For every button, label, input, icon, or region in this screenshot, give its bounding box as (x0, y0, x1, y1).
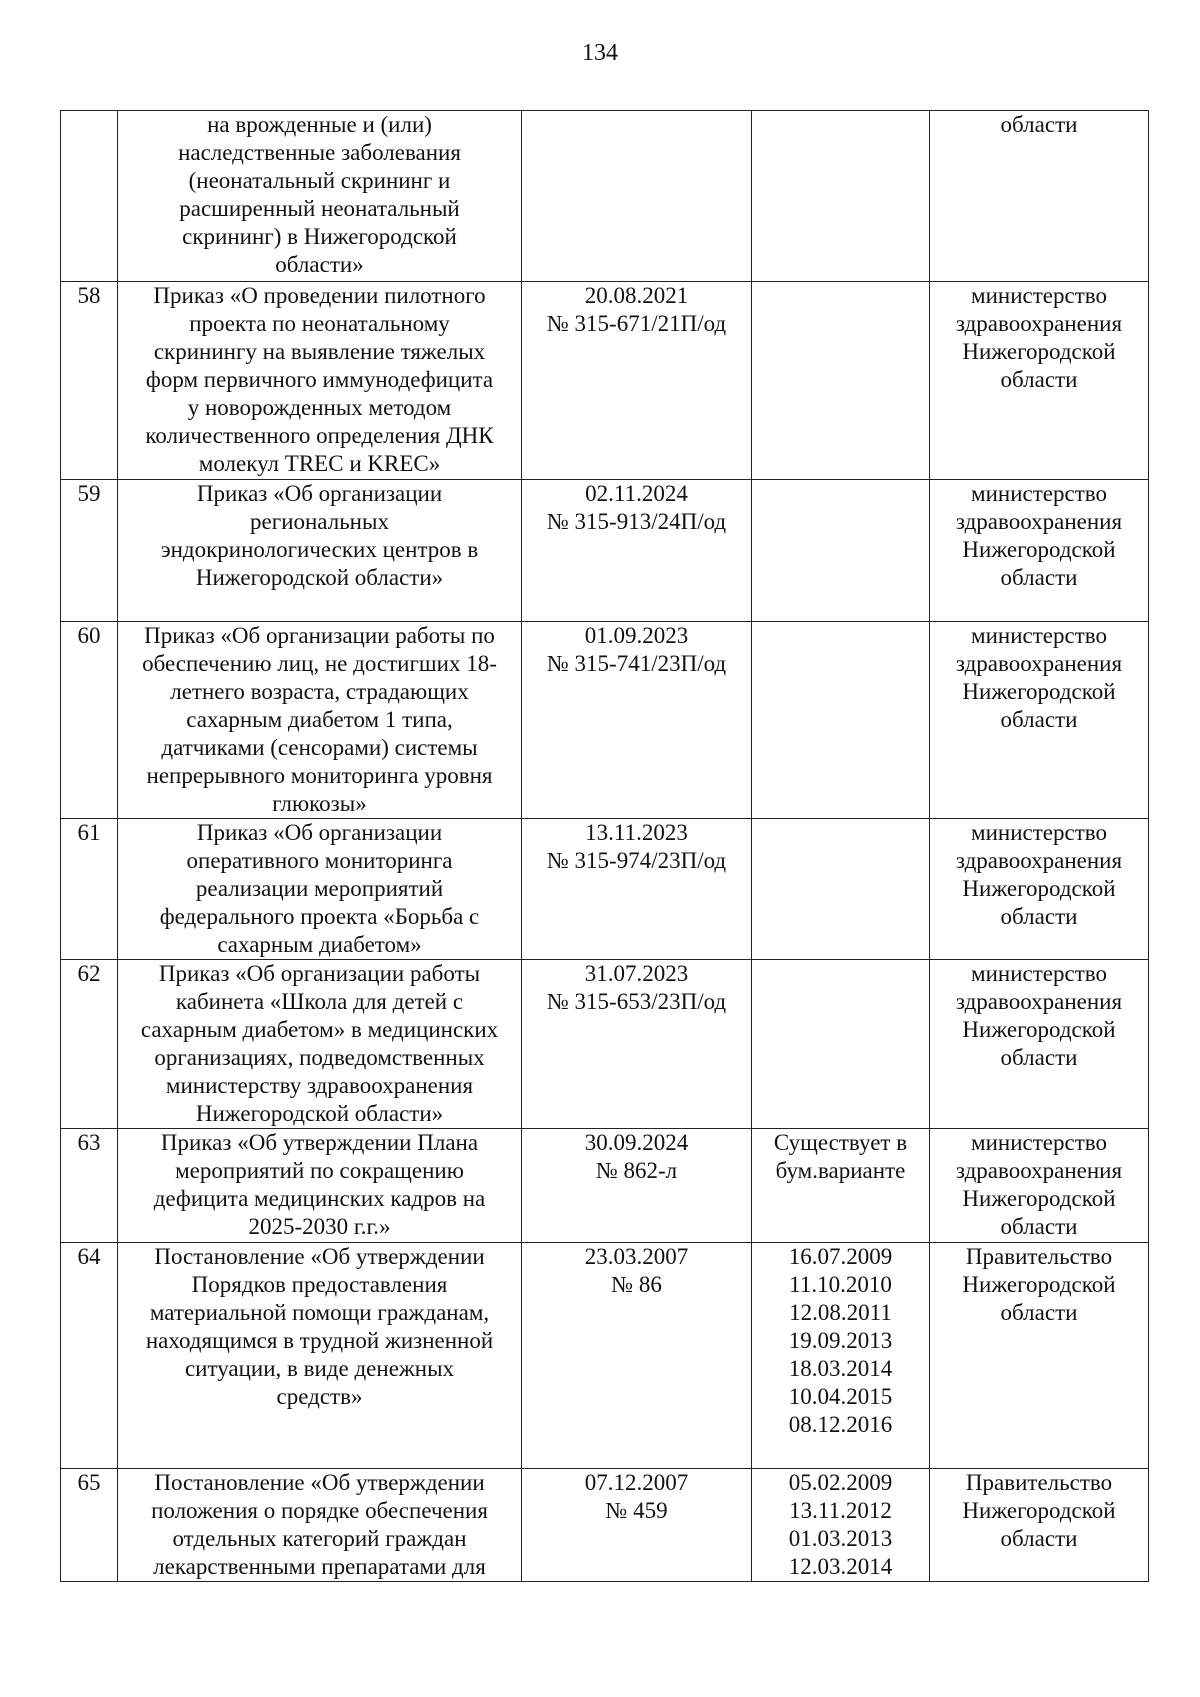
table-row (61, 960, 1149, 1129)
document-changes: Существует в бум.варианте (752, 1129, 930, 1243)
page-number: 134 (582, 40, 618, 66)
document-date-number: 23.03.2007 № 86 (522, 1243, 752, 1469)
issuing-authority: министерство здравоохранения Нижегородской области (930, 819, 1149, 960)
document-title: Приказ «Об утверждении Плана мероприятий по сокращению дефицита медицинских кадров на 2025-2030 г.г.» (118, 1129, 522, 1243)
issuing-authority: министерство здравоохранения Нижегородской области (930, 622, 1149, 819)
document-title: Постановление «Об утверждении положения о порядке обеспечения отдельных категорий граждан лекарственными препаратами для (118, 1469, 522, 1582)
issuing-authority: министерство здравоохранения Нижегородской области (930, 1129, 1149, 1243)
document-title: на врожденные и (или) наследственные заболевания (неонатальный скрининг и расширенный неонатальный скрининг) в Нижегородской области» (118, 111, 522, 282)
document-date-number: 30.09.2024 № 862-л (522, 1129, 752, 1243)
issuing-authority: министерство здравоохранения Нижегородской области (930, 282, 1149, 480)
document-title: Приказ «Об организации оперативного мониторинга реализации мероприятий федерального проекта «Борьба с сахарным диабетом» (118, 819, 522, 960)
document-changes (752, 960, 930, 1129)
document-changes (752, 622, 930, 819)
issuing-authority: министерство здравоохранения Нижегородской области (930, 480, 1149, 622)
table-row (61, 819, 1149, 960)
issuing-authority: Правительство Нижегородской области (930, 1243, 1149, 1469)
document-date-number: 20.08.2021 № 315-671/21П/од (522, 282, 752, 480)
document-date-number: 31.07.2023 № 315-653/23П/од (522, 960, 752, 1129)
table-row (61, 1469, 1149, 1582)
issuing-authority: области (930, 111, 1149, 282)
table-row (61, 622, 1149, 819)
table-row (61, 1129, 1149, 1243)
row-number: 62 (61, 960, 118, 1129)
table-row (61, 480, 1149, 622)
row-number: 64 (61, 1243, 118, 1469)
document-changes (752, 111, 930, 282)
issuing-authority: Правительство Нижегородской области (930, 1469, 1149, 1582)
document-title: Приказ «Об организации региональных эндокринологических центров в Нижегородской области» (118, 480, 522, 622)
row-number: 58 (61, 282, 118, 480)
document-table (60, 110, 1149, 1582)
document-changes (752, 282, 930, 480)
table-row (61, 1243, 1149, 1469)
document-changes: 05.02.2009 13.11.2012 01.03.2013 12.03.2014 (752, 1469, 930, 1582)
table-row (61, 282, 1149, 480)
row-number: 59 (61, 480, 118, 622)
table-row (61, 111, 1149, 282)
document-title: Приказ «О проведении пилотного проекта по неонатальному скринингу на выявление тяжелых форм первичного иммунодефицита у новорожденных методом количественного определения ДНК молекул TREC и KREC» (118, 282, 522, 480)
document-date-number (522, 111, 752, 282)
document-date-number: 01.09.2023 № 315-741/23П/од (522, 622, 752, 819)
document-date-number: 13.11.2023 № 315-974/23П/од (522, 819, 752, 960)
row-number: 65 (61, 1469, 118, 1582)
row-number: 63 (61, 1129, 118, 1243)
document-title: Постановление «Об утверждении Порядков предоставления материальной помощи гражданам, находящимся в трудной жизненной ситуации, в виде денежных средств» (118, 1243, 522, 1469)
document-title: Приказ «Об организации работы по обеспечению лиц, не достигших 18- летнего возраста, страдающих сахарным диабетом 1 типа, датчиками (сенсорами) системы непрерывного мониторинга уровня глюкозы» (118, 622, 522, 819)
row-number: 61 (61, 819, 118, 960)
row-number (61, 111, 118, 282)
document-changes (752, 819, 930, 960)
document-changes (752, 480, 930, 622)
document-changes: 16.07.2009 11.10.2010 12.08.2011 19.09.2013 18.03.2014 10.04.2015 08.12.2016 (752, 1243, 930, 1469)
document-date-number: 07.12.2007 № 459 (522, 1469, 752, 1582)
issuing-authority: министерство здравоохранения Нижегородской области (930, 960, 1149, 1129)
document-title: Приказ «Об организации работы кабинета «Школа для детей с сахарным диабетом» в медицинских организациях, подведомственных министерству здравоохранения Нижегородской области» (118, 960, 522, 1129)
row-number: 60 (61, 622, 118, 819)
document-date-number: 02.11.2024 № 315-913/24П/од (522, 480, 752, 622)
